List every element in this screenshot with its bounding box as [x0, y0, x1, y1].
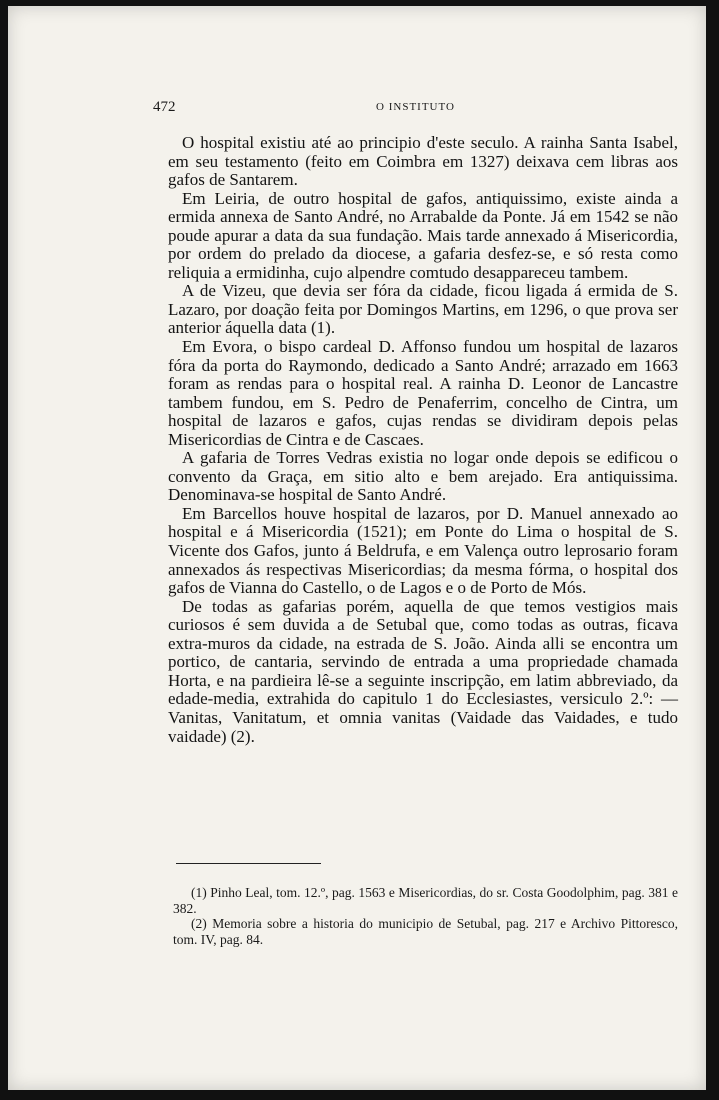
paragraph-evora: Em Evora, o bispo cardeal D. Affonso fundou um hospital de lazaros fóra da porta do Raymondo, dedicado a Santo André; arrazado em 1663 foram as rendas para o hospital real. A rainha D. Leonor de Lancastre tambem fundou, em S. Pedro de Penaferrim, concelho de Cintra, um hospital de lazaros e gafos, cujas rendas se dividiram depois pelas Misericordias de Cintra e de Cascaes.: [168, 337, 678, 449]
footnote-rule: [176, 863, 321, 864]
paragraph-setubal: De todas as gafarias porém, aquella de que temos vestigios mais curiosos é sem duvida a de Setubal que, como todas as outras, ficava extra-muros da cidade, na estrada de S. João. Ainda alli se encontra um portico, de cantaria, servindo de entrada a uma propriedade chamada Horta, e na pardieira lê-se a seguinte inscripção, em latim abbreviado, da edade-media, extrahida do capitulo 1 do Ecclesiastes, versiculo 2.º: —Vanitas, Vanitatum, et omnia vanitas (Vaidade das Vaidades, e tudo vaidade) (2).: [168, 596, 678, 746]
page-header: [153, 99, 678, 121]
book-page: [8, 6, 706, 1090]
page-number: 472: [153, 99, 176, 115]
footnotes: [173, 885, 678, 947]
footnote-2: (2) Memoria sobre a historia do municipio de Setubal, pag. 217 e Archivo Pittoresco, tom. IV, pag. 84.: [173, 916, 678, 947]
paragraph-leiria: Em Leiria, de outro hospital de gafos, antiquissimo, existe ainda a ermida annexa de Santo André, no Arrabalde da Ponte. Já em 1542 se não poude apurar a data da sua fundação. Mais tarde annexado á Misericordia, por ordem do prelado da diocese, a gafaria desfez-se, e só resta como reliquia a ermidinha, cujo alpendre comtudo desappareceu tambem.: [168, 188, 678, 282]
paragraph-santarem: O hospital existiu até ao principio d'este seculo. A rainha Santa Isabel, em seu testamento (feito em Coimbra em 1327) deixava cem libras aos gafos de Santarem.: [168, 133, 678, 190]
footnote-1: (1) Pinho Leal, tom. 12.º, pag. 1563 e Misericordias, do sr. Costa Goodolphim, pag. 381 e 382.: [173, 885, 678, 916]
paragraph-barcellos: Em Barcellos houve hospital de lazaros, por D. Manuel annexado ao hospital e á Misericordia (1521); em Ponte do Lima o hospital de S. Vicente dos Gafos, junto á Beldrufa, e em Valença outro leprosario foram annexados ás respectivas Misericordias; da mesma fórma, o hospital dos gafos de Vianna do Castello, o de Lagos e o de Porto de Mós.: [168, 503, 678, 598]
body-text: [168, 134, 678, 746]
paragraph-torres-vedras: A gafaria de Torres Vedras existia no logar onde depois se edificou o convento da Graça, em sitio alto e bem arejado. Era antiquissima. Denominava-se hospital de Santo André.: [168, 448, 678, 505]
running-title: O INSTITUTO: [376, 101, 455, 113]
paragraph-vizeu: A de Vizeu, que devia ser fóra da cidade, ficou ligada á ermida de S. Lazaro, por doação feita por Domingos Martins, em 1296, o que prova ser anterior áquella data (1).: [168, 281, 678, 338]
